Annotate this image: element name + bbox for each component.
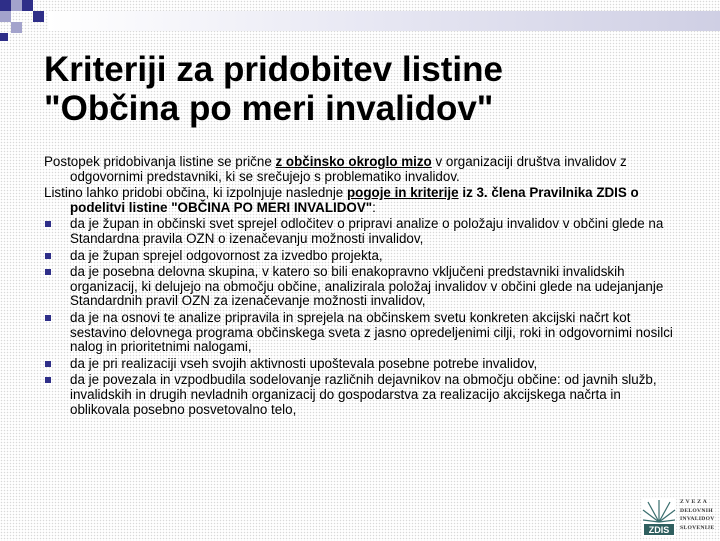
logo-line: Z V E Z A: [680, 499, 708, 505]
list-item: [44, 357, 684, 372]
list-item-text: da je župan in občinski svet sprejel odločitev o pripravi analize o položaju invalidov v občini glede na Standardna pravila OZN o izenačevanju možnosti invalidov,: [70, 216, 664, 246]
logo-line: DELOVNIH: [680, 507, 713, 514]
header-square-icon: [11, 22, 22, 33]
header-decoration: [0, 0, 720, 40]
square-bullet-icon: [45, 315, 51, 321]
zdis-logo-mark: [642, 498, 676, 536]
list-item-text: da je posebna delovna skupina, v katero so bili enakopravno vključeni predstavniki invalidskih organizacij, ki delujejo na območju občine, analizirala položaj invalidov v občini glede na udejanjanje Standardnih pravil OZN za izenačevanje možnosti invalidov,: [70, 264, 664, 309]
header-square-icon: [22, 0, 33, 11]
header-gradient-band: [48, 11, 720, 31]
list-item: [44, 265, 684, 309]
title-line-2: "Občina po meri invalidov": [44, 89, 494, 128]
criteria-text-before: Listino lahko pridobi občina, ki izpolnjuje naslednje: [44, 185, 347, 201]
list-item: [44, 311, 684, 355]
header-square-icon: [0, 11, 11, 22]
list-item: [44, 217, 684, 246]
list-item-text: da je župan sprejel odgovornost za izvedbo projekta,: [70, 247, 383, 263]
list-item-text: da je povezala in vzpodbudila sodelovanje različnih dejavnikov na območju občine: od javnih služb, invalidskih in drugih nevladnih organizacij do gospodarstva za realizacijo akcijskega načrta in oblikovala posebno posvetovalno telo,: [70, 372, 657, 417]
header-square-icon: [33, 11, 44, 22]
list-item: [44, 373, 684, 417]
header-square-icon: [0, 0, 11, 11]
square-bullet-icon: [45, 377, 51, 383]
intro-paragraph: [44, 155, 684, 184]
intro-text-after: v organizaciji društva invalidov z odgovornimi predstavniki, ki se srečujejo s problematiko invalidov.: [70, 154, 627, 184]
criteria-emphasis: pogoje in kriterije: [346, 185, 459, 201]
zdis-logo-graphic: [642, 498, 676, 536]
zdis-logo-mark-text: ZDIS: [648, 525, 670, 535]
logo-line: INVALIDOV: [680, 516, 715, 523]
square-bullet-icon: [45, 253, 51, 259]
slide-title: [44, 50, 684, 128]
intro-emphasis: z občinsko okroglo mizo: [275, 154, 432, 169]
square-bullet-icon: [45, 361, 51, 367]
square-bullet-icon: [45, 221, 51, 227]
criteria-list: [44, 217, 684, 417]
header-square-icon: [0, 33, 8, 41]
square-bullet-icon: [45, 269, 51, 275]
zdis-logo: [640, 496, 720, 540]
intro-text-before: Postopek pridobivanja listine se prične: [44, 154, 276, 169]
header-square-icon: [11, 0, 22, 11]
criteria-text-after: :: [372, 199, 376, 215]
criteria-paragraph: [44, 186, 684, 215]
title-line-1: Kriteriji za pridobitev listine: [44, 50, 503, 89]
list-item-text: da je pri realizaciji vseh svojih aktivnosti upoštevala posebne potrebe invalidov,: [70, 355, 538, 371]
list-item-text: da je na osnovi te analize pripravila in sprejela na občinskem svetu konkreten akcijski načrt kot sestavino delovnega programa občinskega sveta z jasno opredeljenimi cilji, roki in odgovornimi nosilci nalog in prioritetnimi nalogami,: [70, 309, 673, 355]
list-item: [44, 249, 684, 264]
logo-line: SLOVENIJE: [680, 524, 715, 531]
criteria-reference: iz 3. člena Pravilnika ZDIS o podelitvi listine "OBČINA PO MERI INVALIDOV": [70, 185, 639, 215]
slide-body: [44, 155, 684, 419]
zdis-logo-text: [680, 498, 720, 532]
